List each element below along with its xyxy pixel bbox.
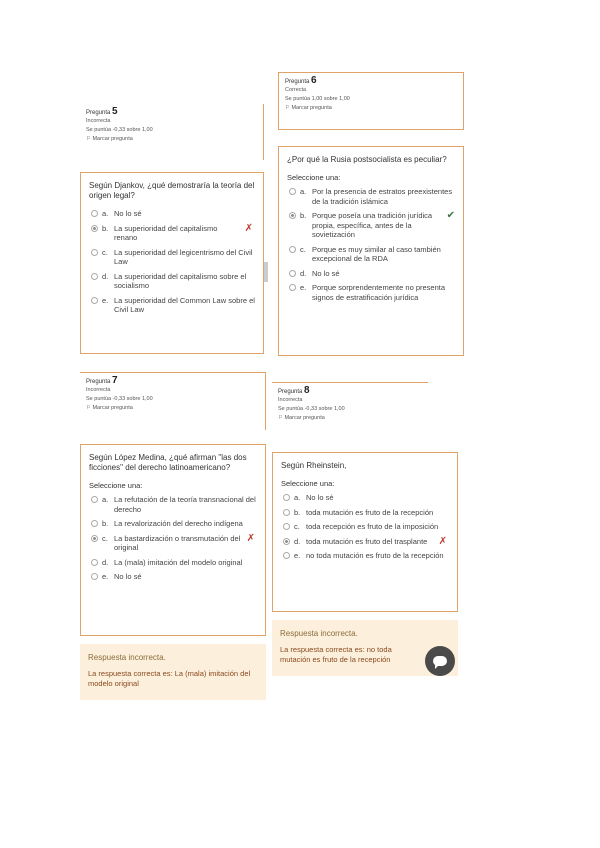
- q8-option-b[interactable]: b. toda mutación es fruto de la recepción: [281, 508, 449, 518]
- q8-number: Pregunta 8: [278, 385, 310, 396]
- q5-card: [80, 172, 264, 354]
- q6-option-c[interactable]: c. Porque es muy similar al caso también excepcional de la RDA: [287, 245, 455, 264]
- q5-option-b[interactable]: b. La superioridad del capitalismo renano ✗: [89, 224, 255, 243]
- q7-status: Incorrecta: [86, 387, 111, 393]
- radio-button[interactable]: [91, 573, 98, 580]
- q7-feedback-text: La respuesta correcta es: La (mala) imitación del modelo original: [88, 669, 251, 688]
- q8-status: Incorrecta: [278, 397, 303, 403]
- radio-button[interactable]: [91, 520, 98, 527]
- q6-question: ¿Por qué la Rusia postsocialista es peculiar?: [287, 155, 447, 164]
- q7-feedback-title: Respuesta incorrecta.: [88, 653, 166, 662]
- correct-check-icon: ✔: [446, 210, 455, 221]
- q7-feedback: [80, 644, 266, 700]
- q5-option-d[interactable]: d. La superioridad del capitalismo sobre el socialismo: [89, 272, 255, 291]
- radio-button[interactable]: [283, 523, 290, 530]
- q6-flag-link[interactable]: ⚐ Marcar pregunta: [285, 105, 332, 111]
- chat-icon: [433, 656, 447, 666]
- q5-option-c[interactable]: c. La superioridad del legicentrismo del Civil Law: [89, 248, 255, 267]
- q5-number: Pregunta 5: [86, 106, 118, 117]
- q7-number: Pregunta 7: [86, 375, 118, 386]
- q8-score: Se puntúa -0,33 sobre 1,00: [278, 406, 345, 412]
- q8-feedback-text: La respuesta correcta es: no toda mutación es fruto de la recepción: [280, 645, 392, 664]
- q5-info-box: [80, 104, 264, 160]
- q8-info-box: [272, 382, 428, 438]
- q7-option-a[interactable]: a. La refutación de la teoría transnacional del derecho: [89, 495, 257, 514]
- q7-option-b[interactable]: b. La revalorización del derecho indígena: [89, 519, 257, 529]
- q8-question: Según Rheinstein,: [281, 461, 347, 470]
- q6-select-label: Seleccione una:: [287, 173, 341, 182]
- radio-button[interactable]: [289, 188, 296, 195]
- flag-icon: ⚐: [86, 136, 91, 142]
- q5-question: Según Djankov, ¿qué demostraría la teoría del origen legal?: [89, 181, 255, 200]
- radio-button[interactable]: [91, 496, 98, 503]
- radio-button[interactable]: [91, 559, 98, 566]
- incorrect-icon: ✗: [244, 222, 253, 234]
- q7-option-e[interactable]: e. No lo sé: [89, 572, 257, 582]
- q5-option-a[interactable]: a. No lo sé: [89, 209, 255, 219]
- q8-select-label: Seleccione una:: [281, 479, 335, 488]
- q7-option-c[interactable]: c. La bastardización o transmutación del original ✗: [89, 534, 257, 553]
- q7-card: [80, 444, 266, 636]
- radio-button[interactable]: [283, 538, 290, 545]
- radio-button[interactable]: [91, 210, 98, 217]
- q6-option-d[interactable]: d. No lo sé: [287, 269, 455, 279]
- q7-question: Según López Medina, ¿qué afirman "las dos ficciones" del derecho latinoamericano?: [89, 453, 247, 472]
- q5-option-e[interactable]: e. La superioridad del Common Law sobre el Civil Law: [89, 296, 255, 315]
- q8-option-d[interactable]: d. toda mutación es fruto del trasplante ✗: [281, 537, 449, 547]
- radio-button[interactable]: [283, 552, 290, 559]
- radio-button[interactable]: [91, 225, 98, 232]
- radio-button[interactable]: [91, 297, 98, 304]
- q5-flag-link[interactable]: ⚐ Marcar pregunta: [86, 136, 133, 142]
- incorrect-icon: ✗: [438, 535, 447, 547]
- q6-number: Pregunta 6: [285, 75, 317, 86]
- q8-option-a[interactable]: a. No lo sé: [281, 493, 449, 503]
- q6-option-a[interactable]: a. Por la presencia de estratos preexistentes de la tradición islámica: [287, 187, 455, 206]
- radio-button[interactable]: [283, 494, 290, 501]
- q7-option-d[interactable]: d. La (mala) imitación del modelo original: [89, 558, 257, 568]
- chat-button[interactable]: [425, 646, 455, 676]
- q6-score: Se puntúa 1,00 sobre 1,00: [285, 96, 350, 102]
- radio-button[interactable]: [289, 212, 296, 219]
- radio-button[interactable]: [91, 273, 98, 280]
- flag-icon: ⚐: [86, 405, 91, 411]
- incorrect-icon: ✗: [246, 532, 255, 544]
- radio-button[interactable]: [289, 246, 296, 253]
- q6-card: [278, 146, 464, 356]
- q7-info-box: [80, 372, 266, 430]
- q5-status: Incorrecta: [86, 118, 111, 124]
- q7-flag-link[interactable]: ⚐ Marcar pregunta: [86, 405, 133, 411]
- q8-option-c[interactable]: c. toda recepción es fruto de la imposición: [281, 522, 449, 532]
- q8-option-e[interactable]: e. no toda mutación es fruto de la recepción: [281, 551, 449, 561]
- q8-card: [272, 452, 458, 612]
- q8-feedback-title: Respuesta incorrecta.: [280, 629, 358, 638]
- radio-button[interactable]: [283, 509, 290, 516]
- q8-flag-link[interactable]: ⚐ Marcar pregunta: [278, 415, 325, 421]
- flag-icon: ⚐: [278, 415, 283, 421]
- scrollbar-thumb[interactable]: [264, 262, 268, 282]
- q6-option-e[interactable]: e. Porque sorprendentemente no presenta signos de estratificación jurídica: [287, 283, 455, 302]
- q7-score: Se puntúa -0,33 sobre 1,00: [86, 396, 153, 402]
- q6-info-box: [278, 72, 464, 130]
- flag-icon: ⚐: [285, 105, 290, 111]
- q6-status: Correcta: [285, 87, 307, 93]
- q5-score: Se puntúa -0,33 sobre 1,00: [86, 127, 153, 133]
- q6-option-b[interactable]: b. Porque poseía una tradición jurídica propia, específica, antes de la sovietización ✔: [287, 211, 455, 240]
- radio-button[interactable]: [289, 270, 296, 277]
- radio-button[interactable]: [289, 284, 296, 291]
- q7-select-label: Seleccione una:: [89, 481, 143, 490]
- radio-button[interactable]: [91, 249, 98, 256]
- radio-button[interactable]: [91, 535, 98, 542]
